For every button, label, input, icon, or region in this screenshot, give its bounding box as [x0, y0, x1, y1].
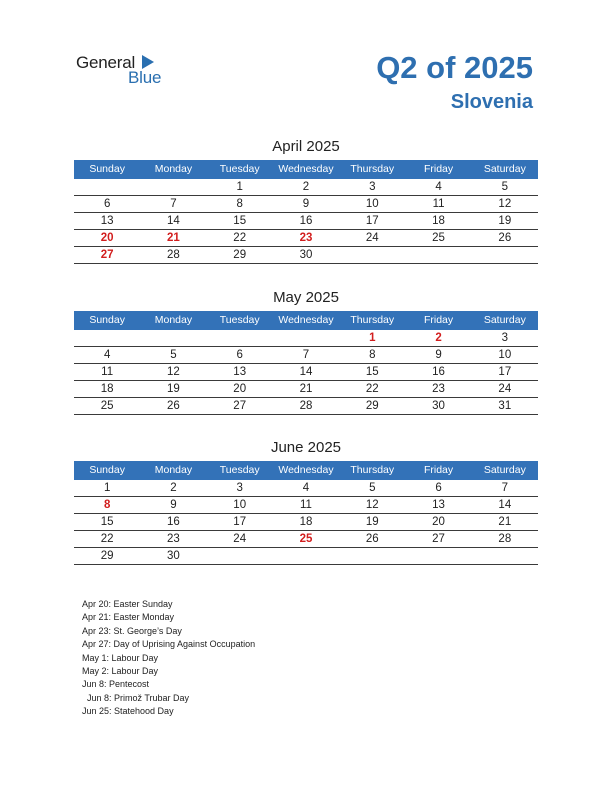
day-cell: 9 [302, 198, 310, 210]
day-cell: 11 [101, 366, 114, 378]
day-cell: 19 [167, 383, 180, 395]
empty-day-cell [74, 330, 140, 346]
day-cell: 27 [233, 400, 247, 412]
day-cell: 8 [236, 198, 243, 210]
day-cell: 17 [233, 516, 247, 528]
day-cell: 2 [170, 482, 177, 494]
day-cell: 18 [299, 516, 313, 528]
day-cell: 31 [498, 400, 512, 412]
day-cell: 29 [100, 550, 114, 562]
day-cell: 23 [432, 383, 445, 395]
week-row [74, 548, 538, 565]
day-cell: 28 [167, 249, 180, 261]
weekday-label: Monday [154, 314, 193, 326]
week-row [74, 196, 538, 213]
day-cell: 10 [233, 499, 247, 511]
weekday-label: Wednesday [278, 163, 334, 175]
weekday-label: Thursday [350, 314, 395, 326]
day-cell: 16 [167, 516, 180, 528]
month-april [74, 137, 538, 264]
day-cell: 11 [300, 499, 312, 511]
day-cell: 25 [432, 232, 445, 244]
day-cell: 21 [299, 383, 313, 395]
day-cell: 26 [498, 232, 512, 244]
day-cell: 22 [100, 533, 114, 545]
weekday-label: Tuesday [219, 464, 260, 476]
day-cell: 30 [167, 550, 180, 562]
weekday-label: Monday [154, 163, 193, 175]
week-row [74, 514, 538, 531]
day-cell: 15 [100, 516, 114, 528]
day-cell: 24 [365, 232, 379, 244]
day-cell: 13 [233, 366, 247, 378]
day-cell: 3 [501, 332, 509, 344]
day-cell: 22 [365, 383, 379, 395]
day-cell: 18 [432, 215, 445, 227]
day-cell: 25 [100, 400, 114, 412]
day-cell: 17 [365, 215, 379, 227]
day-cell: 7 [170, 198, 177, 210]
week-row [74, 330, 538, 347]
holiday-day-cell: 1 [369, 332, 376, 344]
month-title: April 2025 [272, 138, 340, 155]
holiday-note: May 2: Labour Day [82, 666, 159, 677]
day-cell: 4 [103, 349, 111, 361]
day-cell: 28 [299, 400, 313, 412]
empty-day-cell [74, 179, 140, 195]
weekday-label: Sunday [89, 314, 125, 326]
day-cell: 1 [236, 181, 243, 193]
week-row [74, 230, 538, 247]
day-cell: 6 [236, 349, 243, 361]
empty-day-cell [405, 247, 471, 263]
day-cell: 6 [103, 198, 111, 210]
day-cell: 12 [167, 366, 180, 378]
day-cell: 11 [432, 198, 445, 210]
day-cell: 29 [233, 249, 247, 261]
day-cell: 30 [299, 249, 313, 261]
week-row [74, 398, 538, 415]
day-cell: 20 [432, 516, 445, 528]
day-cell: 6 [435, 482, 442, 494]
holiday-note: Apr 20: Easter Sunday [82, 599, 173, 609]
holiday-day-cell: 20 [100, 232, 114, 244]
weekday-label: Wednesday [278, 314, 334, 326]
empty-day-cell [472, 548, 538, 564]
day-cell: 2 [302, 181, 310, 193]
holiday-day-cell: 27 [100, 249, 114, 261]
empty-day-cell [405, 548, 471, 564]
logo [76, 53, 176, 89]
day-cell: 7 [501, 482, 509, 494]
weekday-label: Wednesday [278, 464, 334, 476]
day-cell: 19 [498, 215, 512, 227]
day-cell: 22 [233, 232, 247, 244]
day-cell: 17 [498, 366, 512, 378]
weekday-label: Saturday [483, 314, 526, 326]
day-cell: 28 [498, 533, 512, 545]
week-row [74, 213, 538, 230]
day-cell: 24 [498, 383, 512, 395]
day-cell: 18 [100, 383, 114, 395]
day-cell: 21 [498, 516, 512, 528]
week-row [74, 179, 538, 196]
week-row [74, 364, 538, 381]
holiday-note: Jun 8: Primož Trubar Day [82, 692, 190, 703]
day-cell: 8 [369, 349, 376, 361]
weekday-label: Thursday [350, 464, 395, 476]
month-title: June 2025 [270, 439, 342, 456]
day-cell: 16 [299, 215, 313, 227]
day-cell: 26 [167, 400, 180, 412]
day-cell: 10 [365, 198, 379, 210]
empty-day-cell [140, 179, 206, 195]
empty-day-cell [472, 247, 538, 263]
day-cell: 15 [365, 366, 379, 378]
day-cell: 4 [302, 482, 310, 494]
holiday-note: May 1: Labour Day [82, 652, 159, 663]
day-cell: 30 [432, 400, 445, 412]
week-row [74, 497, 538, 514]
empty-day-cell [339, 548, 405, 564]
day-cell: 5 [170, 349, 177, 361]
empty-day-cell [207, 330, 273, 346]
empty-day-cell [339, 247, 405, 263]
week-row [74, 480, 538, 497]
day-cell: 19 [365, 516, 379, 528]
empty-day-cell [273, 548, 339, 564]
logo-text-general: General [76, 53, 136, 72]
holiday-day-cell: 8 [103, 499, 111, 511]
country-title: Slovenia [450, 91, 533, 113]
holiday-note: Jun 25: Statehood Day [82, 706, 174, 717]
day-cell: 29 [365, 400, 379, 412]
day-cell: 20 [233, 383, 247, 395]
weekday-label: Friday [423, 163, 454, 175]
weekday-header [74, 461, 538, 480]
weekday-label: Friday [423, 464, 454, 476]
day-cell: 14 [299, 366, 313, 378]
weekday-label: Monday [154, 464, 193, 476]
holiday-note: Apr 21: Easter Monday [82, 612, 175, 623]
logo-flag-icon [142, 55, 154, 69]
weekday-header [74, 160, 538, 179]
weekday-label: Saturday [483, 163, 526, 175]
day-cell: 1 [103, 482, 111, 494]
day-cell: 12 [365, 499, 379, 511]
holiday-note: Apr 23: St. George’s Day [82, 625, 182, 636]
day-cell: 5 [501, 181, 509, 193]
weekday-label: Tuesday [219, 163, 260, 175]
weekday-label: Sunday [89, 163, 125, 175]
month-title: May 2025 [273, 289, 339, 306]
empty-day-cell [207, 548, 273, 564]
day-cell: 14 [498, 499, 512, 511]
day-cell: 4 [435, 181, 442, 193]
weekday-header [74, 311, 538, 330]
day-cell: 12 [498, 198, 512, 210]
weekday-label: Friday [423, 314, 454, 326]
weekday-label: Tuesday [219, 314, 260, 326]
weekday-label: Saturday [483, 464, 526, 476]
week-row [74, 531, 538, 548]
day-cell: 23 [167, 533, 180, 545]
day-cell: 16 [432, 366, 445, 378]
holiday-day-cell: 25 [299, 533, 313, 545]
day-cell: 7 [302, 349, 310, 361]
quarter-title: Q2 of 2025 [376, 50, 533, 85]
month-june [74, 438, 538, 565]
day-cell: 3 [236, 482, 243, 494]
day-cell: 9 [435, 349, 442, 361]
empty-day-cell [140, 330, 206, 346]
day-cell: 27 [432, 533, 445, 545]
day-cell: 5 [369, 482, 376, 494]
day-cell: 15 [233, 215, 247, 227]
day-cell: 9 [170, 499, 177, 511]
weekday-label: Sunday [89, 464, 125, 476]
day-cell: 10 [498, 349, 512, 361]
empty-day-cell [273, 330, 339, 346]
day-cell: 3 [369, 181, 376, 193]
day-cell: 13 [432, 499, 445, 511]
weekday-label: Thursday [350, 163, 395, 175]
holiday-note: Apr 27: Day of Uprising Against Occupation [82, 639, 256, 650]
week-row [74, 381, 538, 398]
logo-text-blue: Blue [128, 68, 162, 87]
day-cell: 26 [365, 533, 379, 545]
week-row [74, 247, 538, 264]
holiday-day-cell: 21 [167, 232, 180, 244]
holiday-note: Jun 8: Pentecost [82, 679, 150, 690]
week-row [74, 347, 538, 364]
holiday-day-cell: 2 [435, 332, 442, 344]
day-cell: 14 [167, 215, 180, 227]
day-cell: 13 [100, 215, 114, 227]
month-may [74, 288, 538, 415]
holiday-notes [82, 598, 482, 719]
holiday-day-cell: 23 [299, 232, 313, 244]
day-cell: 24 [233, 533, 247, 545]
